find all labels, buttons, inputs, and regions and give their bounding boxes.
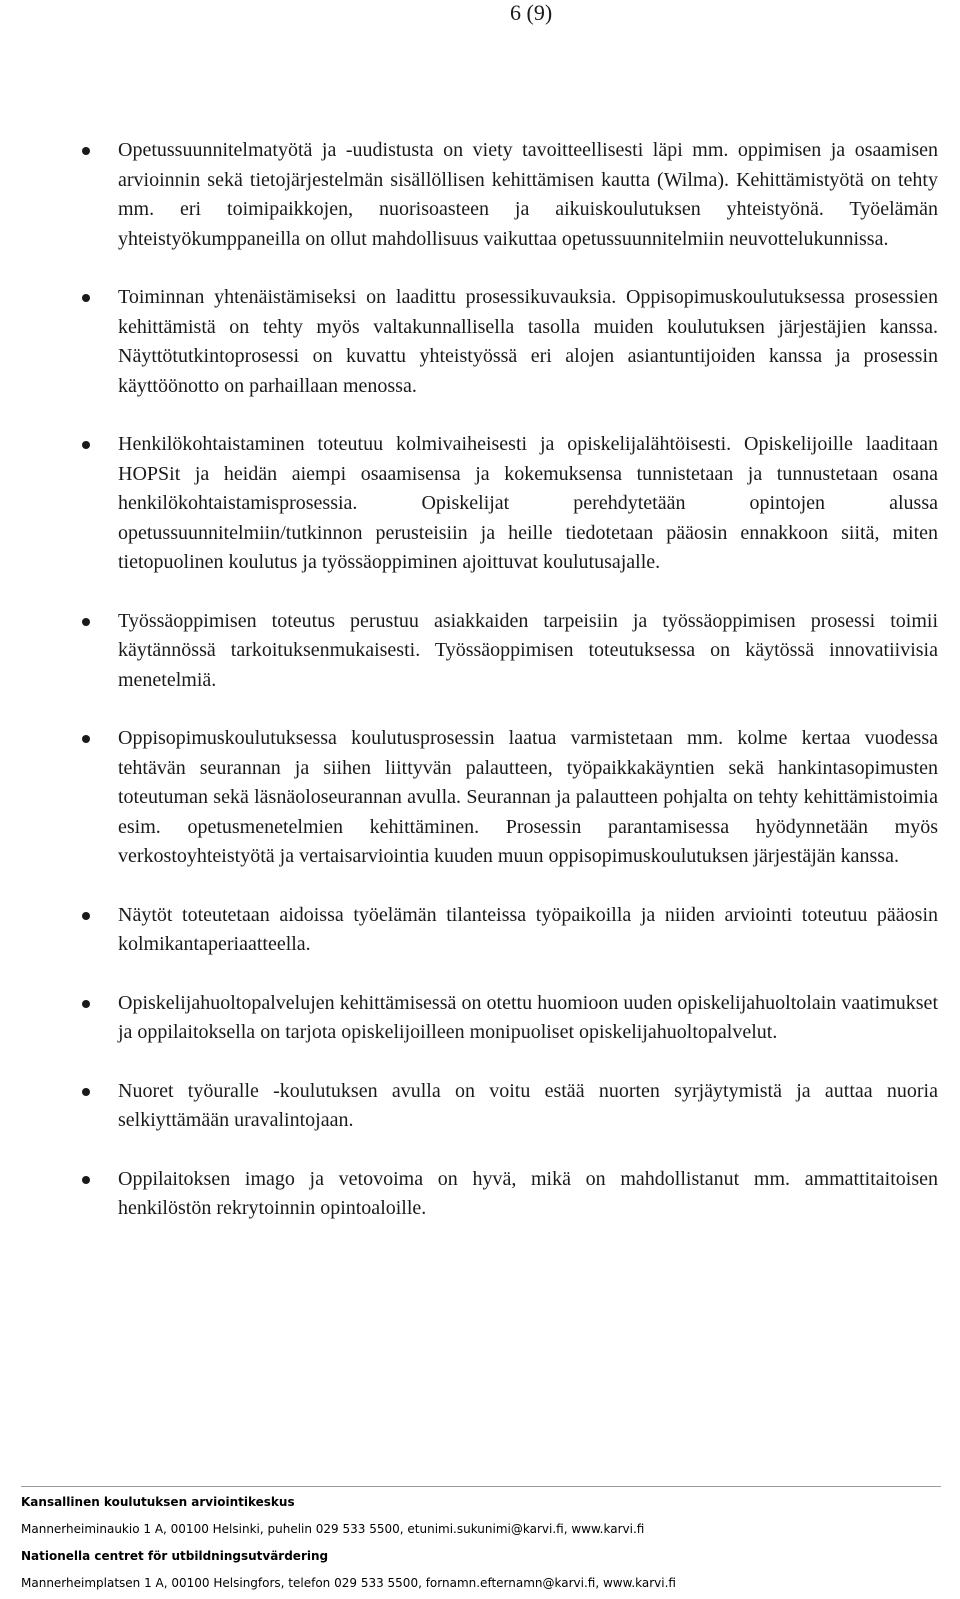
page-footer	[21, 1489, 951, 1597]
bullet-icon	[82, 735, 90, 743]
list-item-text: Opetussuunnitelmatyötä ja -uudistusta on viety tavoitteellisesti läpi mm. oppimisen ja osaamisen arvioinnin sekä tietojärjestelmän sisällöllisen kehittämisen kautta (Wilma). Kehittämistyötä on tehty mm. eri toimipaikkojen, nuorisoasteen ja aikuiskoulutuksen yhteistyönä. Työelämän yhteistyökumppaneilla on ollut mahdollisuus vaikuttaa opetussuunnitelmiin neuvottelukunnissa.	[118, 139, 938, 250]
bullet-list	[0, 136, 960, 1253]
list-item	[0, 1165, 960, 1224]
list-item-text: Oppisopimuskoulutuksessa koulutusprosessin laatua varmistetaan mm. kolme kertaa vuodessa tehtävän seurannan ja siihen liittyvän palautteen, työpaikkakäyntien sekä hankintasopimusten toteutuman sekä läsnäoloseurannan avulla. Seurannan ja palautteen pohjalta on tehty kehittämistoimia esim. opetusmenetelmien kehittäminen. Prosessin parantamisessa hyödynnetään myös verkostoyhteistyötä ja vertaisarviointia kuuden muun oppisopimuskoulutuksen järjestäjän kanssa.	[118, 727, 938, 867]
list-item-text: Työssäoppimisen toteutus perustuu asiakkaiden tarpeisiin ja työssäoppimisen prosessi toimii käytännössä tarkoituksenmukaisesti. Työssäoppimisen toteutuksessa on käytössä innovatiivisia menetelmiä.	[118, 609, 938, 691]
bullet-icon	[82, 1088, 90, 1096]
list-item	[0, 989, 960, 1048]
bullet-icon	[82, 441, 90, 449]
footer-divider	[21, 1486, 941, 1487]
footer-org-name-sv: Nationella centret för utbildningsutvärdering	[21, 1549, 329, 1563]
list-item	[0, 607, 960, 696]
list-item-text: Henkilökohtaistaminen toteutuu kolmivaiheisesti ja opiskelijalähtöisesti. Opiskelijoille laaditaan HOPSit ja heidän aiempi osaamisensa ja kokemuksensa tunnistetaan ja tunnustetaan osana henkilökohtaistamisprosessia. Opiskelijat perehdytetään opintojen alussa opetussuunnitelmiin/tutkinnon perusteisiin ja heille tiedotetaan pääosin ennakkoon siitä, miten tietopuolinen koulutus ja työssäoppiminen ajoittuvat koulutusajalle.	[118, 433, 938, 573]
bullet-icon	[82, 1000, 90, 1008]
list-item	[0, 724, 960, 872]
footer-org-name-fi: Kansallinen koulutuksen arviointikeskus	[21, 1495, 295, 1509]
bullet-icon	[82, 618, 90, 626]
bullet-icon	[82, 294, 90, 302]
list-item	[0, 1077, 960, 1136]
list-item	[0, 901, 960, 960]
list-item-text: Oppilaitoksen imago ja vetovoima on hyvä, mikä on mahdollistanut mm. ammattitaitoisen henkilöstön rekrytoinnin opintoaloille.	[118, 1167, 938, 1219]
list-item-text: Näytöt toteutetaan aidoissa työelämän tilanteissa työpaikoilla ja niiden arviointi toteutuu pääosin kolmikantaperiaatteella.	[118, 903, 938, 955]
bullet-icon	[82, 1176, 90, 1184]
list-item-text: Toiminnan yhtenäistämiseksi on laadittu prosessikuvauksia. Oppisopimuskoulutuksessa prosessien kehittämistä on tehty myös valtakunnallisella tasolla muiden koulutuksen järjestäjien kanssa. Näyttötutkintoprosessi on kuvattu yhteistyössä eri alojen asiantuntijoiden kanssa ja prosessin käyttöönotto on parhaillaan menossa.	[118, 286, 938, 397]
list-item	[0, 136, 960, 254]
list-item-text: Opiskelijahuoltopalvelujen kehittämisessä on otettu huomioon uuden opiskelijahuoltolain vaatimukset ja oppilaitoksella on tarjota opiskelijoilleen monipuoliset opiskelijahuoltopalvelut.	[118, 991, 938, 1043]
footer-address-fi: Mannerheiminaukio 1 A, 00100 Helsinki, puhelin 029 533 5500, etunimi.sukunimi@karvi.fi, www.karvi.fi	[21, 1522, 645, 1536]
list-item-text: Nuoret työuralle -koulutuksen avulla on voitu estää nuorten syrjäytymistä ja auttaa nuoria selkiyttämään uravalintojaan.	[118, 1079, 938, 1131]
bullet-icon	[82, 912, 90, 920]
footer-address-sv: Mannerheimplatsen 1 A, 00100 Helsingfors, telefon 029 533 5500, fornamn.efternamn@karvi.fi, www.karvi.fi	[21, 1576, 676, 1590]
page-number: 6 (9)	[510, 0, 553, 25]
bullet-icon	[82, 147, 90, 155]
list-item	[0, 430, 960, 578]
list-item	[0, 283, 960, 401]
